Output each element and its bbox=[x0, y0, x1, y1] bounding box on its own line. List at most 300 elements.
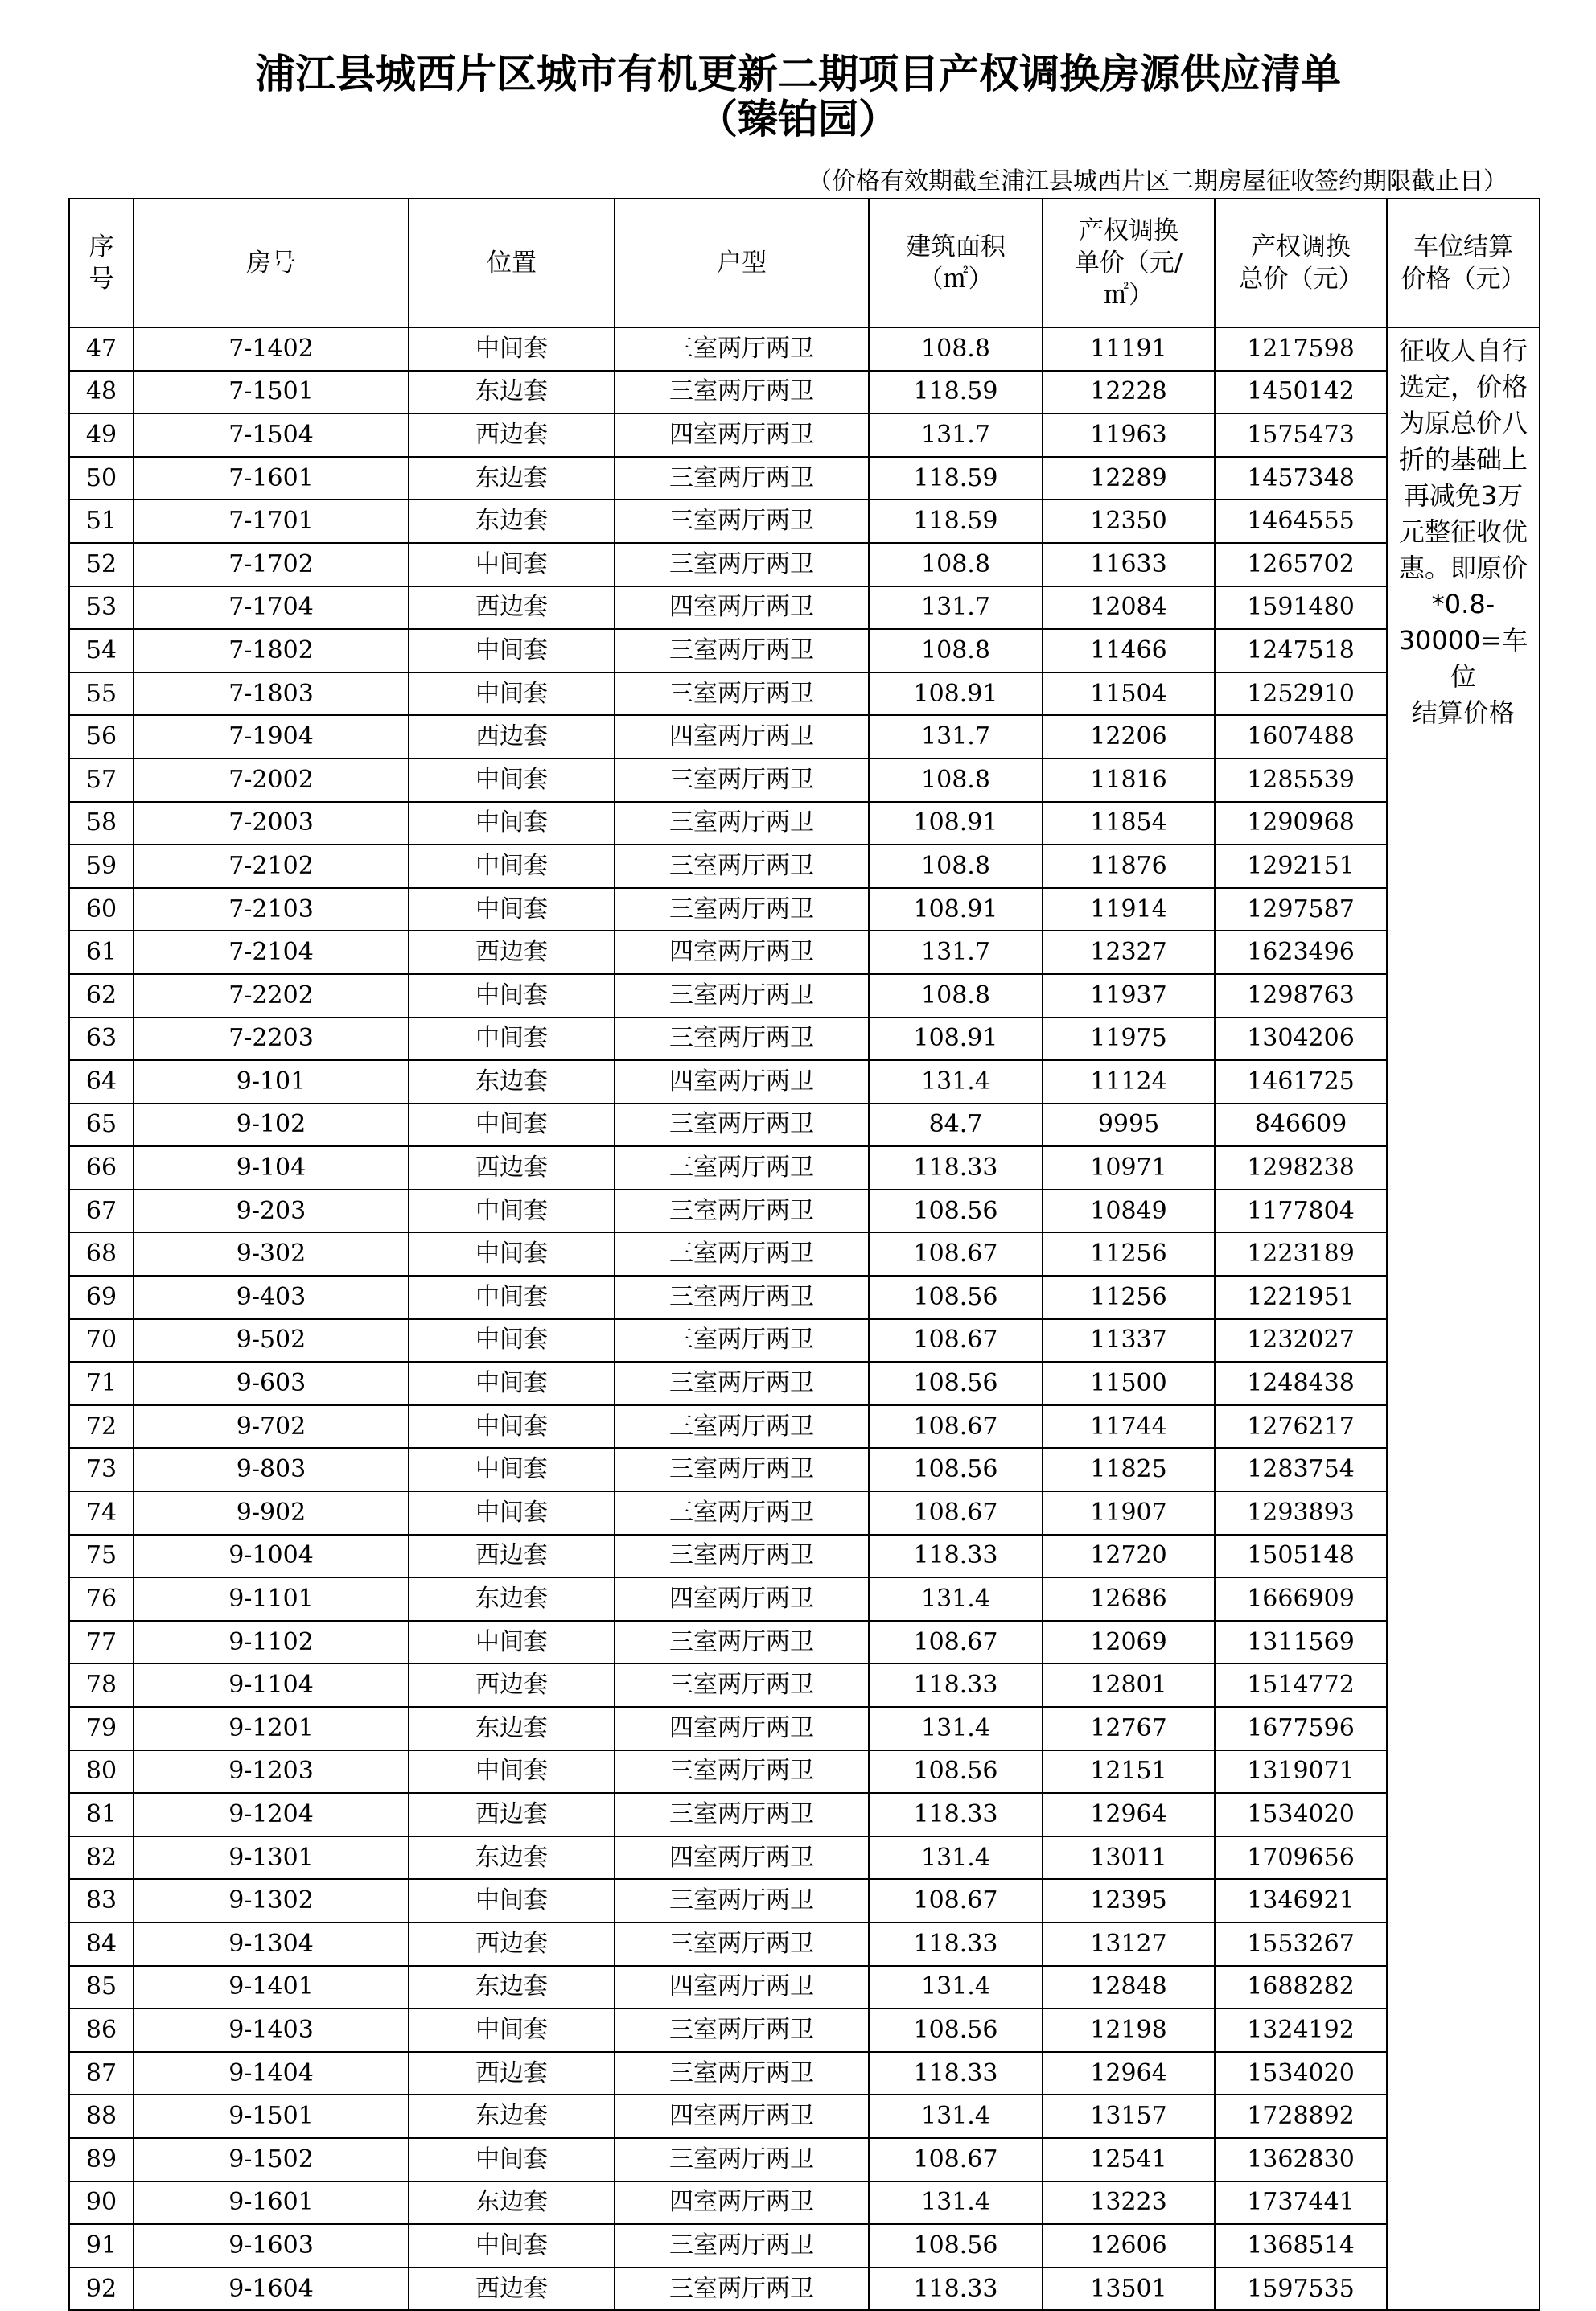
cell-layout: 三室两厅两卫 bbox=[615, 1018, 869, 1061]
table-row bbox=[69, 2095, 1540, 2138]
table-row bbox=[69, 457, 1540, 500]
table-row bbox=[69, 1018, 1540, 1061]
cell-layout: 四室两厅两卫 bbox=[615, 586, 869, 630]
cell-position: 西边套 bbox=[409, 715, 615, 759]
cell-position: 西边套 bbox=[409, 586, 615, 630]
cell-unit-price: 11914 bbox=[1043, 888, 1215, 931]
cell-position: 西边套 bbox=[409, 1922, 615, 1966]
cell-layout: 四室两厅两卫 bbox=[615, 1836, 869, 1880]
cell-seq: 51 bbox=[69, 500, 134, 543]
cell-layout: 三室两厅两卫 bbox=[615, 327, 869, 371]
cell-unit-price: 12848 bbox=[1043, 1966, 1215, 2009]
cell-area: 108.8 bbox=[869, 845, 1043, 888]
cell-layout: 四室两厅两卫 bbox=[615, 1060, 869, 1104]
cell-seq: 75 bbox=[69, 1535, 134, 1578]
table-row bbox=[69, 845, 1540, 888]
table-row bbox=[69, 1232, 1540, 1276]
cell-area: 118.33 bbox=[869, 2052, 1043, 2095]
cell-total-price: 1252910 bbox=[1215, 672, 1387, 716]
cell-total-price: 1666909 bbox=[1215, 1577, 1387, 1621]
header-unit-price-line1: 产权调换 bbox=[1079, 216, 1178, 245]
cell-seq: 81 bbox=[69, 1793, 134, 1836]
cell-layout: 三室两厅两卫 bbox=[615, 1276, 869, 1319]
housing-supply-table bbox=[68, 198, 1540, 2311]
cell-unit-price: 11825 bbox=[1043, 1448, 1215, 1491]
cell-seq: 89 bbox=[69, 2138, 134, 2181]
cell-room: 9-1302 bbox=[134, 1879, 409, 1922]
table-row bbox=[69, 327, 1540, 371]
cell-room: 7-1904 bbox=[134, 715, 409, 759]
table-row bbox=[69, 586, 1540, 630]
cell-layout: 三室两厅两卫 bbox=[615, 1362, 869, 1405]
cell-room: 9-1601 bbox=[134, 2181, 409, 2225]
cell-unit-price: 13157 bbox=[1043, 2095, 1215, 2138]
cell-seq: 54 bbox=[69, 629, 134, 672]
cell-total-price: 1553267 bbox=[1215, 1922, 1387, 1966]
cell-position: 东边套 bbox=[409, 371, 615, 414]
cell-area: 108.67 bbox=[869, 1621, 1043, 1664]
cell-area: 118.33 bbox=[869, 1922, 1043, 1966]
cell-unit-price: 11975 bbox=[1043, 1018, 1215, 1061]
cell-room: 9-803 bbox=[134, 1448, 409, 1491]
cell-unit-price: 12964 bbox=[1043, 2052, 1215, 2095]
cell-layout: 三室两厅两卫 bbox=[615, 1190, 869, 1233]
cell-position: 东边套 bbox=[409, 1707, 615, 1750]
cell-position: 中间套 bbox=[409, 1232, 615, 1276]
cell-room: 9-1304 bbox=[134, 1922, 409, 1966]
cell-total-price: 1223189 bbox=[1215, 1232, 1387, 1276]
remark-line: 再减免3万 bbox=[1403, 480, 1524, 511]
cell-position: 中间套 bbox=[409, 629, 615, 672]
cell-unit-price: 12206 bbox=[1043, 715, 1215, 759]
cell-seq: 64 bbox=[69, 1060, 134, 1104]
cell-room: 7-2104 bbox=[134, 931, 409, 974]
cell-seq: 61 bbox=[69, 931, 134, 974]
cell-position: 东边套 bbox=[409, 2181, 615, 2225]
table-row bbox=[69, 1448, 1540, 1491]
cell-seq: 92 bbox=[69, 2268, 134, 2311]
header-area-line1: 建筑面积 bbox=[906, 232, 1006, 261]
cell-layout: 四室两厅两卫 bbox=[615, 2181, 869, 2225]
cell-room: 9-403 bbox=[134, 1276, 409, 1319]
cell-layout: 三室两厅两卫 bbox=[615, 1922, 869, 1966]
cell-total-price: 846609 bbox=[1215, 1104, 1387, 1147]
cell-area: 108.56 bbox=[869, 1448, 1043, 1491]
cell-total-price: 1319071 bbox=[1215, 1750, 1387, 1794]
cell-room: 9-702 bbox=[134, 1405, 409, 1449]
cell-position: 中间套 bbox=[409, 1276, 615, 1319]
cell-total-price: 1221951 bbox=[1215, 1276, 1387, 1319]
table-row bbox=[69, 1535, 1540, 1578]
cell-seq: 62 bbox=[69, 974, 134, 1018]
cell-layout: 三室两厅两卫 bbox=[615, 802, 869, 845]
cell-total-price: 1232027 bbox=[1215, 1319, 1387, 1363]
cell-total-price: 1575473 bbox=[1215, 413, 1387, 457]
parking-price-remark bbox=[1387, 327, 1540, 2310]
cell-position: 东边套 bbox=[409, 1577, 615, 1621]
cell-area: 108.8 bbox=[869, 629, 1043, 672]
cell-position: 中间套 bbox=[409, 1448, 615, 1491]
cell-unit-price: 12964 bbox=[1043, 1793, 1215, 1836]
cell-layout: 三室两厅两卫 bbox=[615, 1879, 869, 1922]
cell-layout: 三室两厅两卫 bbox=[615, 759, 869, 802]
cell-total-price: 1292151 bbox=[1215, 845, 1387, 888]
header-total-price-line2: 总价（元） bbox=[1238, 265, 1364, 294]
cell-position: 中间套 bbox=[409, 1750, 615, 1794]
cell-total-price: 1324192 bbox=[1215, 2009, 1387, 2052]
cell-position: 东边套 bbox=[409, 457, 615, 500]
cell-room: 9-502 bbox=[134, 1319, 409, 1363]
table-row bbox=[69, 1060, 1540, 1104]
cell-layout: 三室两厅两卫 bbox=[615, 1104, 869, 1147]
remark-line: 惠。即原价 bbox=[1398, 553, 1528, 583]
cell-layout: 三室两厅两卫 bbox=[615, 2138, 869, 2181]
cell-unit-price: 11854 bbox=[1043, 802, 1215, 845]
cell-area: 118.33 bbox=[869, 1146, 1043, 1190]
cell-unit-price: 12606 bbox=[1043, 2224, 1215, 2268]
cell-area: 131.4 bbox=[869, 1060, 1043, 1104]
table-row bbox=[69, 1362, 1540, 1405]
cell-area: 131.4 bbox=[869, 1966, 1043, 2009]
cell-seq: 50 bbox=[69, 457, 134, 500]
cell-layout: 三室两厅两卫 bbox=[615, 2009, 869, 2052]
table-row bbox=[69, 2224, 1540, 2268]
cell-unit-price: 13223 bbox=[1043, 2181, 1215, 2225]
cell-layout: 三室两厅两卫 bbox=[615, 1621, 869, 1664]
cell-area: 118.59 bbox=[869, 457, 1043, 500]
cell-area: 131.4 bbox=[869, 1577, 1043, 1621]
cell-area: 118.33 bbox=[869, 1793, 1043, 1836]
table-row bbox=[69, 1663, 1540, 1707]
cell-seq: 82 bbox=[69, 1836, 134, 1880]
cell-room: 7-2002 bbox=[134, 759, 409, 802]
cell-area: 108.67 bbox=[869, 1319, 1043, 1363]
cell-total-price: 1677596 bbox=[1215, 1707, 1387, 1750]
cell-seq: 91 bbox=[69, 2224, 134, 2268]
cell-unit-price: 11744 bbox=[1043, 1405, 1215, 1449]
cell-position: 中间套 bbox=[409, 802, 615, 845]
cell-unit-price: 11907 bbox=[1043, 1491, 1215, 1535]
table-row bbox=[69, 1319, 1540, 1363]
cell-position: 中间套 bbox=[409, 1190, 615, 1233]
cell-room: 9-1201 bbox=[134, 1707, 409, 1750]
cell-room: 9-1102 bbox=[134, 1621, 409, 1664]
cell-total-price: 1737441 bbox=[1215, 2181, 1387, 2225]
cell-layout: 三室两厅两卫 bbox=[615, 1535, 869, 1578]
cell-area: 131.4 bbox=[869, 2095, 1043, 2138]
cell-seq: 84 bbox=[69, 1922, 134, 1966]
cell-room: 9-1501 bbox=[134, 2095, 409, 2138]
cell-room: 9-1403 bbox=[134, 2009, 409, 2052]
cell-area: 108.67 bbox=[869, 1879, 1043, 1922]
cell-layout: 四室两厅两卫 bbox=[615, 1577, 869, 1621]
cell-unit-price: 13011 bbox=[1043, 1836, 1215, 1880]
table-row bbox=[69, 2052, 1540, 2095]
cell-layout: 三室两厅两卫 bbox=[615, 1793, 869, 1836]
cell-unit-price: 11256 bbox=[1043, 1232, 1215, 1276]
cell-layout: 三室两厅两卫 bbox=[615, 2268, 869, 2311]
header-total-price-line1: 产权调换 bbox=[1251, 232, 1351, 261]
cell-layout: 三室两厅两卫 bbox=[615, 371, 869, 414]
cell-position: 中间套 bbox=[409, 1362, 615, 1405]
remark-line: 元整征收优 bbox=[1398, 516, 1528, 547]
cell-total-price: 1362830 bbox=[1215, 2138, 1387, 2181]
cell-room: 7-1402 bbox=[134, 327, 409, 371]
header-unit-price-line2: 单价（元/ bbox=[1074, 249, 1183, 278]
cell-seq: 65 bbox=[69, 1104, 134, 1147]
cell-position: 东边套 bbox=[409, 1060, 615, 1104]
remark-line: 为原总价八 bbox=[1398, 408, 1528, 438]
cell-position: 西边套 bbox=[409, 2268, 615, 2311]
table-row bbox=[69, 500, 1540, 543]
table-row bbox=[69, 2181, 1540, 2225]
cell-seq: 57 bbox=[69, 759, 134, 802]
header-unit-price-line3: ㎡） bbox=[1104, 281, 1154, 310]
cell-room: 9-1604 bbox=[134, 2268, 409, 2311]
cell-layout: 三室两厅两卫 bbox=[615, 1405, 869, 1449]
cell-area: 108.56 bbox=[869, 1190, 1043, 1233]
cell-room: 7-1704 bbox=[134, 586, 409, 630]
cell-position: 中间套 bbox=[409, 2009, 615, 2052]
cell-area: 108.8 bbox=[869, 974, 1043, 1018]
cell-room: 9-1204 bbox=[134, 1793, 409, 1836]
cell-room: 7-1702 bbox=[134, 543, 409, 586]
cell-seq: 73 bbox=[69, 1448, 134, 1491]
header-area bbox=[869, 199, 1043, 327]
cell-seq: 79 bbox=[69, 1707, 134, 1750]
remark-line: 折的基础上 bbox=[1398, 444, 1528, 475]
cell-seq: 77 bbox=[69, 1621, 134, 1664]
cell-seq: 60 bbox=[69, 888, 134, 931]
header-position: 位置 bbox=[409, 199, 615, 327]
remark-line: 结算价格 bbox=[1411, 697, 1515, 728]
cell-position: 中间套 bbox=[409, 1405, 615, 1449]
cell-unit-price: 12541 bbox=[1043, 2138, 1215, 2181]
cell-position: 西边套 bbox=[409, 931, 615, 974]
header-parking-line2: 价格（元） bbox=[1401, 265, 1526, 294]
cell-seq: 70 bbox=[69, 1319, 134, 1363]
remark-line: 征收人自行 bbox=[1398, 335, 1528, 366]
cell-total-price: 1534020 bbox=[1215, 1793, 1387, 1836]
cell-layout: 三室两厅两卫 bbox=[615, 543, 869, 586]
table-row bbox=[69, 1190, 1540, 1233]
cell-layout: 三室两厅两卫 bbox=[615, 845, 869, 888]
table-row bbox=[69, 1707, 1540, 1750]
cell-seq: 52 bbox=[69, 543, 134, 586]
cell-total-price: 1298763 bbox=[1215, 974, 1387, 1018]
table-header-row bbox=[69, 199, 1540, 327]
cell-layout: 三室两厅两卫 bbox=[615, 1663, 869, 1707]
remark-line: 30000=车位 bbox=[1398, 625, 1528, 692]
cell-total-price: 1607488 bbox=[1215, 715, 1387, 759]
header-parking-line1: 车位结算 bbox=[1413, 232, 1513, 261]
table-row bbox=[69, 1621, 1540, 1664]
cell-position: 中间套 bbox=[409, 888, 615, 931]
cell-seq: 55 bbox=[69, 672, 134, 716]
cell-area: 108.56 bbox=[869, 2009, 1043, 2052]
cell-room: 9-101 bbox=[134, 1060, 409, 1104]
cell-unit-price: 10849 bbox=[1043, 1190, 1215, 1233]
cell-area: 108.56 bbox=[869, 1750, 1043, 1794]
cell-position: 西边套 bbox=[409, 413, 615, 457]
cell-total-price: 1285539 bbox=[1215, 759, 1387, 802]
table-row bbox=[69, 1966, 1540, 2009]
cell-area: 118.33 bbox=[869, 1663, 1043, 1707]
cell-layout: 四室两厅两卫 bbox=[615, 715, 869, 759]
cell-area: 118.33 bbox=[869, 2268, 1043, 2311]
cell-room: 9-902 bbox=[134, 1491, 409, 1535]
cell-position: 中间套 bbox=[409, 1319, 615, 1363]
cell-total-price: 1597535 bbox=[1215, 2268, 1387, 2311]
cell-area: 108.67 bbox=[869, 1232, 1043, 1276]
table-row bbox=[69, 974, 1540, 1018]
table-row bbox=[69, 1793, 1540, 1836]
cell-unit-price: 11816 bbox=[1043, 759, 1215, 802]
table-row bbox=[69, 2138, 1540, 2181]
cell-total-price: 1248438 bbox=[1215, 1362, 1387, 1405]
cell-room: 7-2102 bbox=[134, 845, 409, 888]
cell-position: 中间套 bbox=[409, 1491, 615, 1535]
cell-total-price: 1297587 bbox=[1215, 888, 1387, 931]
cell-area: 131.7 bbox=[869, 931, 1043, 974]
cell-total-price: 1177804 bbox=[1215, 1190, 1387, 1233]
cell-total-price: 1346921 bbox=[1215, 1879, 1387, 1922]
cell-layout: 三室两厅两卫 bbox=[615, 2052, 869, 2095]
cell-seq: 85 bbox=[69, 1966, 134, 2009]
cell-room: 9-102 bbox=[134, 1104, 409, 1147]
cell-seq: 69 bbox=[69, 1276, 134, 1319]
cell-area: 108.8 bbox=[869, 327, 1043, 371]
cell-area: 108.67 bbox=[869, 2138, 1043, 2181]
header-area-line2: （㎡） bbox=[918, 265, 993, 294]
cell-unit-price: 12151 bbox=[1043, 1750, 1215, 1794]
table-row bbox=[69, 888, 1540, 931]
cell-area: 131.4 bbox=[869, 1836, 1043, 1880]
cell-unit-price: 12767 bbox=[1043, 1707, 1215, 1750]
cell-unit-price: 13501 bbox=[1043, 2268, 1215, 2311]
page-subtitle: （臻铂园） bbox=[697, 96, 899, 142]
cell-seq: 49 bbox=[69, 413, 134, 457]
header-seq-label: 序号 bbox=[88, 232, 114, 294]
cell-position: 东边套 bbox=[409, 1836, 615, 1880]
cell-layout: 三室两厅两卫 bbox=[615, 672, 869, 716]
cell-total-price: 1591480 bbox=[1215, 586, 1387, 630]
table-row bbox=[69, 715, 1540, 759]
cell-position: 西边套 bbox=[409, 1535, 615, 1578]
cell-seq: 48 bbox=[69, 371, 134, 414]
table-row bbox=[69, 1146, 1540, 1190]
table-row bbox=[69, 413, 1540, 457]
cell-layout: 三室两厅两卫 bbox=[615, 1750, 869, 1794]
cell-area: 108.91 bbox=[869, 672, 1043, 716]
cell-area: 118.59 bbox=[869, 500, 1043, 543]
table-row bbox=[69, 371, 1540, 414]
cell-area: 108.56 bbox=[869, 1362, 1043, 1405]
cell-area: 108.8 bbox=[869, 759, 1043, 802]
table-row bbox=[69, 2268, 1540, 2311]
cell-seq: 76 bbox=[69, 1577, 134, 1621]
cell-area: 108.56 bbox=[869, 2224, 1043, 2268]
cell-total-price: 1298238 bbox=[1215, 1146, 1387, 1190]
cell-unit-price: 12289 bbox=[1043, 457, 1215, 500]
cell-unit-price: 13127 bbox=[1043, 1922, 1215, 1966]
cell-total-price: 1709656 bbox=[1215, 1836, 1387, 1880]
table-row bbox=[69, 931, 1540, 974]
cell-unit-price: 12198 bbox=[1043, 2009, 1215, 2052]
cell-total-price: 1514772 bbox=[1215, 1663, 1387, 1707]
cell-total-price: 1368514 bbox=[1215, 2224, 1387, 2268]
header-seq bbox=[69, 199, 134, 327]
cell-area: 84.7 bbox=[869, 1104, 1043, 1147]
cell-unit-price: 11937 bbox=[1043, 974, 1215, 1018]
cell-total-price: 1450142 bbox=[1215, 371, 1387, 414]
cell-unit-price: 10971 bbox=[1043, 1146, 1215, 1190]
cell-room: 9-1502 bbox=[134, 2138, 409, 2181]
cell-layout: 三室两厅两卫 bbox=[615, 974, 869, 1018]
cell-area: 108.56 bbox=[869, 1276, 1043, 1319]
cell-unit-price: 11256 bbox=[1043, 1276, 1215, 1319]
cell-area: 118.59 bbox=[869, 371, 1043, 414]
cell-unit-price: 12228 bbox=[1043, 371, 1215, 414]
cell-layout: 三室两厅两卫 bbox=[615, 457, 869, 500]
cell-unit-price: 12084 bbox=[1043, 586, 1215, 630]
cell-seq: 59 bbox=[69, 845, 134, 888]
cell-unit-price: 11633 bbox=[1043, 543, 1215, 586]
cell-seq: 71 bbox=[69, 1362, 134, 1405]
validity-note: （价格有效期截至浦江县城西片区二期房屋征收签约期限截止日） bbox=[808, 167, 1508, 195]
header-room: 房号 bbox=[134, 199, 409, 327]
cell-total-price: 1276217 bbox=[1215, 1405, 1387, 1449]
cell-unit-price: 11963 bbox=[1043, 413, 1215, 457]
cell-seq: 86 bbox=[69, 2009, 134, 2052]
cell-room: 9-1301 bbox=[134, 1836, 409, 1880]
cell-room: 9-1404 bbox=[134, 2052, 409, 2095]
cell-unit-price: 11124 bbox=[1043, 1060, 1215, 1104]
cell-room: 7-1501 bbox=[134, 371, 409, 414]
cell-room: 7-1701 bbox=[134, 500, 409, 543]
cell-layout: 三室两厅两卫 bbox=[615, 1491, 869, 1535]
cell-position: 中间套 bbox=[409, 672, 615, 716]
table-row bbox=[69, 1922, 1540, 1966]
cell-total-price: 1311569 bbox=[1215, 1621, 1387, 1664]
cell-seq: 72 bbox=[69, 1405, 134, 1449]
table-row bbox=[69, 2009, 1540, 2052]
cell-total-price: 1461725 bbox=[1215, 1060, 1387, 1104]
cell-total-price: 1464555 bbox=[1215, 500, 1387, 543]
cell-seq: 90 bbox=[69, 2181, 134, 2225]
cell-seq: 67 bbox=[69, 1190, 134, 1233]
cell-unit-price: 12350 bbox=[1043, 500, 1215, 543]
cell-position: 中间套 bbox=[409, 974, 615, 1018]
cell-room: 9-1101 bbox=[134, 1577, 409, 1621]
header-unit-price bbox=[1043, 199, 1215, 327]
cell-total-price: 1623496 bbox=[1215, 931, 1387, 974]
cell-room: 7-1601 bbox=[134, 457, 409, 500]
cell-layout: 四室两厅两卫 bbox=[615, 1966, 869, 2009]
cell-position: 东边套 bbox=[409, 1966, 615, 2009]
cell-unit-price: 12395 bbox=[1043, 1879, 1215, 1922]
cell-total-price: 1304206 bbox=[1215, 1018, 1387, 1061]
cell-position: 西边套 bbox=[409, 1793, 615, 1836]
cell-layout: 三室两厅两卫 bbox=[615, 888, 869, 931]
cell-area: 131.7 bbox=[869, 715, 1043, 759]
cell-area: 131.7 bbox=[869, 586, 1043, 630]
cell-position: 中间套 bbox=[409, 543, 615, 586]
cell-room: 7-2202 bbox=[134, 974, 409, 1018]
cell-position: 中间套 bbox=[409, 327, 615, 371]
cell-room: 7-2003 bbox=[134, 802, 409, 845]
cell-total-price: 1688282 bbox=[1215, 1966, 1387, 2009]
